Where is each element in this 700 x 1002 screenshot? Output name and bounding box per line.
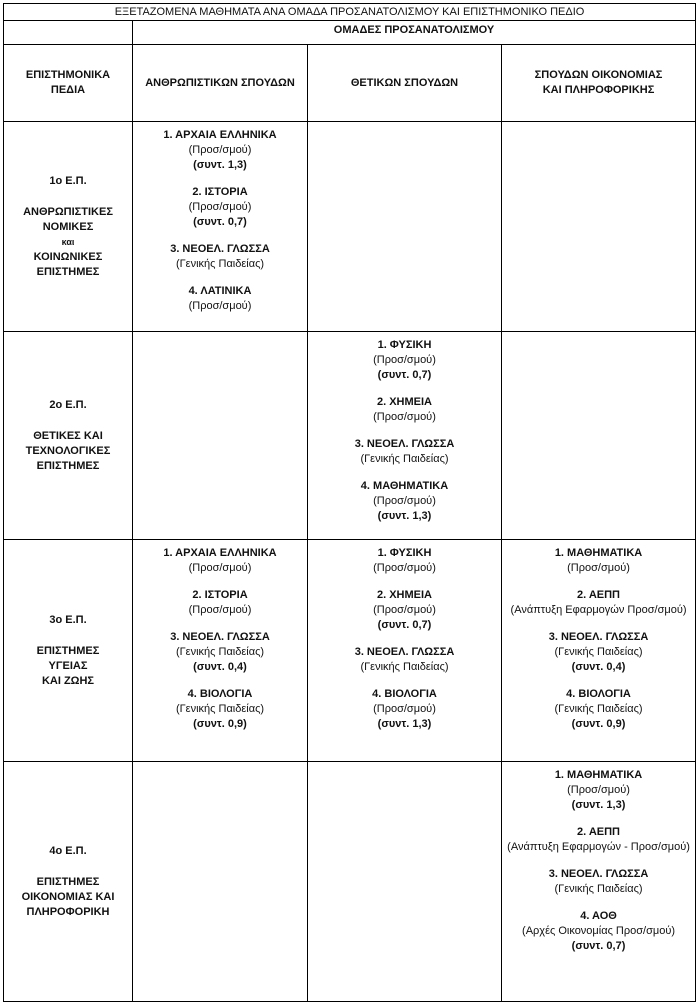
subject-item	[308, 546, 501, 576]
header-line: ΚΑΙ ΠΛΗΡΟΦΟΡΙΚΗΣ	[542, 84, 655, 96]
subject-coefficient: (συντ. 1,3)	[377, 510, 432, 522]
field-name-line: ΕΠΙΣΤΗΜΕΣ	[36, 459, 100, 472]
subject-item	[502, 909, 695, 954]
subjects-cell-sciences	[308, 332, 502, 540]
field-name-line: ΑΝΘΡΩΠΙΣΤΙΚΕΣ	[23, 205, 113, 218]
subject-name: 4. ΛΑΤΙΝΙΚΑ	[188, 285, 252, 297]
subject-type: (Προσ/σμού)	[373, 604, 436, 616]
scientific-field-cell	[4, 332, 133, 540]
subject-item	[308, 479, 501, 524]
subject-type: (Προσ/σμού)	[373, 562, 436, 574]
scientific-field-cell	[4, 122, 133, 332]
subjects-cell-economics	[502, 762, 696, 1002]
field-name-line: ΕΠΙΣΤΗΜΕΣ	[36, 265, 100, 278]
subject-type: (Προσ/σμού)	[188, 201, 252, 213]
subject-name: 1. ΑΡΧΑΙΑ ΕΛΛΗΝΙΚΑ	[163, 129, 277, 141]
subject-item	[133, 588, 307, 618]
subject-coefficient: (συντ. 0,7)	[193, 216, 247, 228]
field-name-line: ΚΑΙ ΖΩΗΣ	[41, 674, 95, 687]
header-line: ΕΠΙΣΤΗΜΟΝΙΚΑ	[25, 69, 111, 81]
header-scientific-fields	[4, 45, 133, 122]
header-line: ΘΕΤΙΚΩΝ ΣΠΟΥΔΩΝ	[350, 76, 459, 89]
subject-coefficient: (συντ. 1,3)	[377, 718, 432, 730]
field-number: 4ο Ε.Π.	[49, 844, 87, 857]
subject-item	[308, 395, 501, 425]
field-number: 1ο Ε.Π.	[49, 174, 87, 187]
subject-item	[502, 630, 695, 675]
field-name-line: ΤΕΧΝΟΛΟΓΙΚΕΣ	[25, 444, 111, 457]
subject-name: 1. ΜΑΘΗΜΑΤΙΚΑ	[554, 769, 643, 781]
table-title: ΕΞΕΤΑΖΟΜΕΝΑ ΜΑΘΗΜΑΤΑ ΑΝΑ ΟΜΑΔΑ ΠΡΟΣΑΝΑΤΟΛΙΣΜΟΥ ΚΑΙ ΕΠΙΣΤΗΜΟΝΙΚΟ ΠΕΔΙΟ	[4, 4, 696, 21]
subjects-cell-humanities	[133, 122, 308, 332]
subject-name: 2. ΧΗΜΕΙΑ	[376, 396, 432, 408]
subject-name: 3. ΝΕΟΕΛ. ΓΛΩΣΣΑ	[354, 438, 455, 450]
subject-item	[133, 242, 307, 272]
field-name-line: ΕΠΙΣΤΗΜΕΣ	[36, 644, 100, 657]
header-line: ΠΕΔΙΑ	[50, 84, 86, 96]
subject-item	[308, 588, 501, 633]
table-row	[4, 762, 696, 1002]
subject-coefficient: (συντ. 0,9)	[571, 718, 626, 730]
subject-name: 1. ΦΥΣΙΚΗ	[377, 547, 432, 559]
subject-coefficient: (συντ. 0,4)	[193, 661, 247, 673]
subject-name: 2. ΑΕΠΠ	[577, 589, 621, 601]
subject-type: (Γενικής Παιδείας)	[554, 883, 643, 895]
field-number: 2ο Ε.Π.	[49, 398, 87, 411]
field-name-line: ΝΟΜΙΚΕΣ	[42, 220, 94, 233]
subject-type: (Προσ/σμού)	[567, 562, 630, 574]
subject-name: 2. ΙΣΤΟΡΙΑ	[192, 589, 248, 601]
subject-name: 3. ΝΕΟΕΛ. ΓΛΩΣΣΑ	[548, 868, 649, 880]
subject-item	[308, 437, 501, 467]
subject-item	[133, 185, 307, 230]
subject-item	[308, 687, 501, 732]
subjects-cell-economics	[502, 540, 696, 762]
subject-name: 2. ΙΣΤΟΡΙΑ	[192, 186, 248, 198]
subjects-cell-economics	[502, 122, 696, 332]
orientation-groups-header: ΟΜΑΔΕΣ ΠΡΟΣΑΝΑΤΟΛΙΣΜΟΥ	[133, 21, 696, 45]
subjects-cell-sciences	[308, 762, 502, 1002]
subject-item	[133, 284, 307, 314]
subject-type: (Προσ/σμού)	[373, 411, 436, 423]
subject-item	[133, 546, 307, 576]
subject-type: (Γενικής Παιδείας)	[554, 703, 643, 715]
subject-coefficient: (συντ. 0,9)	[193, 718, 247, 730]
subject-type: (Προσ/σμού)	[188, 144, 252, 156]
subject-name: 1. ΜΑΘΗΜΑΤΙΚΑ	[554, 547, 643, 559]
subject-name: 3. ΝΕΟΕΛ. ΓΛΩΣΣΑ	[170, 243, 270, 255]
subject-type: (Γενικής Παιδείας)	[360, 661, 449, 673]
field-name-line: ΚΟΙΝΩΝΙΚΕΣ	[33, 250, 103, 263]
header-humanities	[133, 45, 308, 122]
subject-coefficient: (συντ. 0,7)	[377, 369, 432, 381]
header-line: ΑΝΘΡΩΠΙΣΤΙΚΩΝ ΣΠΟΥΔΩΝ	[145, 76, 295, 89]
table-row	[4, 332, 696, 540]
field-name-line: ΘΕΤΙΚΕΣ ΚΑΙ	[33, 429, 103, 442]
subject-name: 2. ΑΕΠΠ	[577, 826, 621, 838]
field-name-line: ΠΛΗΡΟΦΟΡΙΚΗ	[26, 905, 110, 918]
subject-type: (Ανάπτυξη Εφαρμογών - Προσ/σμού)	[507, 841, 690, 853]
subject-type: (Προσ/σμού)	[567, 784, 630, 796]
subjects-cell-humanities	[133, 332, 308, 540]
corner-cell	[4, 21, 133, 45]
subject-item	[133, 128, 307, 173]
subject-name: 2. ΧΗΜΕΙΑ	[376, 589, 432, 601]
subject-item	[133, 687, 307, 732]
subject-coefficient: (συντ. 0,7)	[377, 619, 432, 631]
subject-name: 3. ΝΕΟΕΛ. ΓΛΩΣΣΑ	[170, 631, 270, 643]
subject-coefficient: (συντ. 1,3)	[571, 799, 626, 811]
table-row	[4, 540, 696, 762]
subject-name: 3. ΝΕΟΕΛ. ΓΛΩΣΣΑ	[354, 646, 455, 658]
subject-name: 4. ΒΙΟΛΟΓΙΑ	[372, 688, 437, 700]
field-name-line: και	[61, 236, 75, 247]
subject-item	[502, 867, 695, 897]
subject-type: (Αρχές Οικονομίας Προσ/σμού)	[522, 925, 676, 937]
subject-name: 4. ΒΙΟΛΟΓΙΑ	[187, 688, 253, 700]
subject-type: (Προσ/σμού)	[188, 300, 252, 312]
subject-name: 1. ΑΡΧΑΙΑ ΕΛΛΗΝΙΚΑ	[163, 547, 277, 559]
subject-type: (Γενικής Παιδείας)	[554, 646, 643, 658]
field-number: 3ο Ε.Π.	[49, 613, 87, 626]
exam-subjects-table	[3, 3, 696, 1002]
header-line: ΣΠΟΥΔΩΝ ΟΙΚΟΝΟΜΙΑΣ	[534, 69, 663, 81]
subjects-cell-sciences	[308, 122, 502, 332]
subjects-cell-economics	[502, 332, 696, 540]
subject-type: (Γενικής Παιδείας)	[175, 646, 265, 658]
scientific-field-cell	[4, 540, 133, 762]
subject-coefficient: (συντ. 0,7)	[571, 940, 626, 952]
table-row	[4, 122, 696, 332]
subject-type: (Προσ/σμού)	[373, 354, 436, 366]
subject-type: (Προσ/σμού)	[188, 604, 252, 616]
subject-type: (Προσ/σμού)	[373, 495, 436, 507]
header-sciences	[308, 45, 502, 122]
subject-item	[502, 687, 695, 732]
header-economics	[502, 45, 696, 122]
subject-item	[502, 825, 695, 855]
subject-coefficient: (συντ. 1,3)	[193, 159, 247, 171]
field-name-line: ΟΙΚΟΝΟΜΙΑΣ ΚΑΙ	[21, 890, 115, 903]
scientific-field-cell	[4, 762, 133, 1002]
subject-name: 4. ΒΙΟΛΟΓΙΑ	[566, 688, 631, 700]
subject-name: 4. ΑΟΘ	[580, 910, 617, 922]
field-name-line: ΕΠΙΣΤΗΜΕΣ	[36, 875, 100, 888]
subject-name: 3. ΝΕΟΕΛ. ΓΛΩΣΣΑ	[548, 631, 649, 643]
subject-type: (Προσ/σμού)	[373, 703, 436, 715]
subjects-cell-humanities	[133, 762, 308, 1002]
subject-item	[502, 768, 695, 813]
table-body	[4, 122, 696, 1002]
subject-item	[308, 645, 501, 675]
subject-name: 4. ΜΑΘΗΜΑΤΙΚΑ	[360, 480, 449, 492]
subject-type: (Γενικής Παιδείας)	[175, 258, 265, 270]
subject-type: (Προσ/σμού)	[188, 562, 252, 574]
subject-type: (Ανάπτυξη Εφαρμογών Προσ/σμού)	[510, 604, 687, 616]
subjects-cell-humanities	[133, 540, 308, 762]
subject-coefficient: (συντ. 0,4)	[571, 661, 626, 673]
subject-item	[502, 546, 695, 576]
subjects-cell-sciences	[308, 540, 502, 762]
subject-type: (Γενικής Παιδείας)	[175, 703, 265, 715]
subject-item	[502, 588, 695, 618]
subject-item	[308, 338, 501, 383]
subject-item	[133, 630, 307, 675]
subject-name: 1. ΦΥΣΙΚΗ	[377, 339, 432, 351]
subject-type: (Γενικής Παιδείας)	[360, 453, 449, 465]
field-name-line: ΥΓΕΙΑΣ	[48, 659, 88, 672]
